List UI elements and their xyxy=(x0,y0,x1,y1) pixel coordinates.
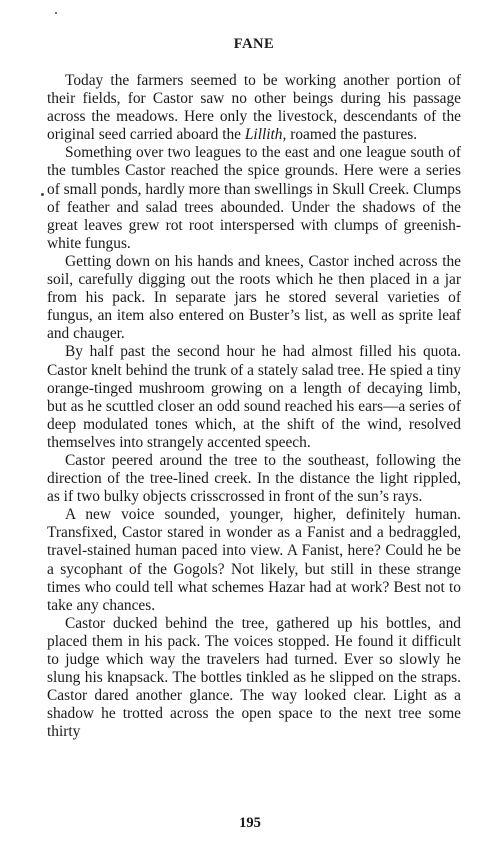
print-speck xyxy=(41,193,44,196)
print-speck xyxy=(55,12,57,14)
paragraph: Castor peered around the tree to the southeast, following the direction of the tree-lined creek. In the distance the light rippled, as if two bulky objects crisscrossed in front of the sun’s rays. xyxy=(47,451,461,506)
paragraph-text: roamed the pastures. xyxy=(286,126,418,144)
ship-name: Lillith, xyxy=(244,126,287,144)
paragraph: A new voice sounded, younger, higher, definitely human. Transfixed, Castor stared in wonder as a Fanist and a bedraggled, travel-stained human paced into view. A Fanist, here? Could he be a sycophant of the Gogols? Not likely, but still in these strange times who could tell what schemes Hazar had at work? Best not to take any chances. xyxy=(47,506,461,614)
paragraph: Getting down on his hands and knees, Castor inched across the soil, carefully digging out the roots which he then placed in a jar from his pack. In separate jars he stored several varieties of fungus, an item also entered on Buster’s list, as well as sprite leaf and chauger. xyxy=(47,252,461,343)
running-head: FANE xyxy=(233,36,275,52)
paragraph: Castor ducked behind the tree, gathered up his bottles, and placed them in his pack. The voices stopped. He found it difficult to judge which way the travelers had turned. Ever so slowly he slung his knapsack. The bottles tinkled as he slipped on the straps. Castor dared another glance. The way looked clear. Light as a shadow he trotted across the open space to the next tree some thirty xyxy=(47,614,461,741)
paragraph: By half past the second hour he had almost filled his quota. Castor knelt behind the trunk of a stately salad tree. He spied a tiny orange-tinged mushroom growing on a length of decaying limb, but as he scuttled closer an odd sound reached his ears—a series of deep modulated tones which, at the shift of the wind, resolved themselves into strangely accented speech. xyxy=(47,343,461,451)
paragraph xyxy=(47,72,461,144)
paragraph-text: Today the farmers seemed to be working another portion of their fields, for Castor saw no other beings during his passage across the meadows. Here only the livestock, descendants of the original seed carried aboard the xyxy=(47,72,461,144)
page-number: 195 xyxy=(239,815,261,831)
book-page xyxy=(47,36,461,741)
paragraph: Something over two leagues to the east and one league south of the tumbles Castor reached the spice grounds. Here were a series of small ponds, hardly more than swellings in Skull Creek. Clumps of feather and salad trees abounded. Under the shadows of the great leaves grew rot root interspersed with clumps of greenish-white fungus. xyxy=(47,144,461,252)
body-text xyxy=(47,72,461,741)
